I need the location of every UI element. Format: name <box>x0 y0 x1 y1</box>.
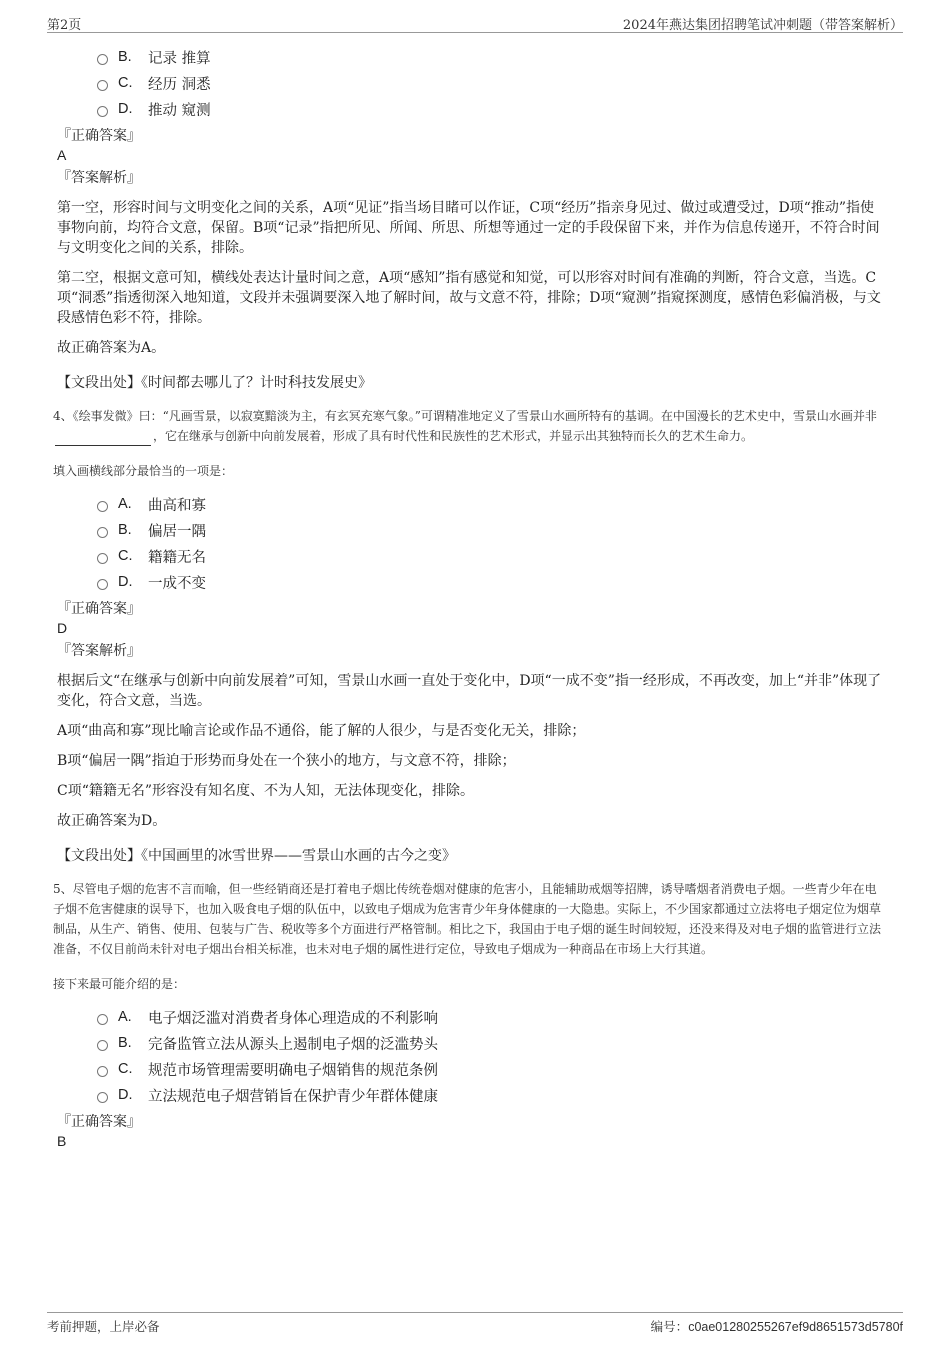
source-citation: 【文段出处】《中国画里的冰雪世界——雪景山水画的古今之变》 <box>57 848 456 864</box>
option-letter: A. <box>118 1009 132 1025</box>
radio-icon[interactable] <box>97 54 108 65</box>
radio-icon[interactable] <box>97 1066 108 1077</box>
q5-options <box>97 1004 884 1108</box>
radio-icon[interactable] <box>97 80 108 91</box>
radio-icon[interactable] <box>97 579 108 590</box>
footer-slogan: 考前押题，上岸必备 <box>47 1319 160 1334</box>
option-letter: B. <box>118 522 132 538</box>
correct-answer-label: 『正确答案』 <box>57 128 141 144</box>
option-text: 立法规范电子烟营销旨在保护青少年群体健康 <box>148 1088 438 1105</box>
radio-icon[interactable] <box>97 1092 108 1103</box>
page-number: 第2页 <box>47 18 82 33</box>
option-letter: D. <box>118 1087 133 1103</box>
radio-icon[interactable] <box>97 527 108 538</box>
option-letter: C. <box>118 548 133 564</box>
q5-stem: 5、尽管电子烟的危害不言而喻，但一些经销商还是打着电子烟比传统卷烟对健康的危害小，且能辅助戒烟等招牌，诱导嗜烟者消费电子烟。一些青少年在电子烟不危害健康的误导下，也加入吸食电子烟的队伍中，以致电子烟成为危害青少年身体健康的一大隐患。实际上，不少国家都通过立法将电子烟定位为烟草制品，从生产、销售、使用、包装与广告、税收等多个方面进行严格管制。相比之下，我国由于电子烟的诞生时间较短，还没来得及对电子烟的监管进行立法准备，不仅目前尚未针对电子烟出台相关标准，也未对电子烟的属性进行定位，导致电子烟成为一种商品在市场上大行其道。 <box>53 882 882 956</box>
q4-option-a[interactable] <box>97 491 884 517</box>
analysis-paragraph: 故正确答案为A。 <box>57 340 166 356</box>
analysis-label: 『答案解析』 <box>57 170 141 186</box>
radio-icon[interactable] <box>97 106 108 117</box>
analysis-paragraph: 故正确答案为D。 <box>57 813 167 829</box>
q4-option-d[interactable] <box>97 569 884 595</box>
q3-option-c[interactable] <box>97 70 884 96</box>
document-code <box>651 1317 903 1335</box>
q5-option-a[interactable] <box>97 1004 884 1030</box>
radio-icon[interactable] <box>97 501 108 512</box>
analysis-paragraph: 第一空，形容时间与文明变化之间的关系，A项“见证”指当场目睹可以作证，C项“经历”指亲身见过、做过或遭受过，D项“推动”指使事物向前，均符合文意，保留。B项“记录”指把所见、所闻、所思、所想等通过一定的手段保留下来，并作为信息传递开，不符合时间与文明变化之间的关系，排除。 <box>57 200 880 256</box>
q4-option-b[interactable] <box>97 517 884 543</box>
fill-blank <box>55 431 151 446</box>
radio-icon[interactable] <box>97 1014 108 1025</box>
q3-options <box>97 44 884 122</box>
q3-option-b[interactable] <box>97 44 884 70</box>
q4-stem <box>53 406 884 446</box>
option-text: 一成不变 <box>148 575 206 592</box>
page-footer <box>47 1312 903 1334</box>
content <box>53 44 884 1150</box>
option-letter: A. <box>118 496 132 512</box>
q5-option-b[interactable] <box>97 1030 884 1056</box>
correct-answer: B <box>57 1133 67 1149</box>
option-text: 规范市场管理需要明确电子烟销售的规范条例 <box>148 1062 438 1079</box>
radio-icon[interactable] <box>97 553 108 564</box>
analysis-paragraph: 第二空，根据文意可知，横线处表达计量时间之意，A项“感知”指有感觉和知觉，可以形容对时间有准确的判断，符合文意，当选。C项“洞悉”指透彻深入地知道，文段并未强调要深入地了解时间，故与文意不符，排除；D项“窥测”指窥探测度，感情色彩偏消极，与文段感情色彩不符，排除。 <box>57 270 881 326</box>
page-header <box>47 12 903 33</box>
option-text: 推动 窥测 <box>148 102 211 119</box>
option-letter: C. <box>118 75 133 91</box>
option-text: 偏居一隅 <box>148 523 206 540</box>
option-letter: B. <box>118 49 132 65</box>
q5-prompt: 接下来最可能介绍的是： <box>53 977 186 991</box>
q4-stem-before: 4、《绘事发微》曰：“凡画雪景，以寂寞黯淡为主，有玄冥充寒气象。”可谓精准地定义了雪景山水画所特有的基调。在中国漫长的艺术史中，雪景山水画并非 <box>53 409 877 423</box>
option-text: 曲高和寡 <box>148 497 206 514</box>
option-text: 籍籍无名 <box>148 549 206 566</box>
analysis-paragraph: 根据后文“在继承与创新中向前发展着”可知，雪景山水画一直处于变化中，D项“一成不变”指一经形成，不再改变，加上“并非”体现了变化，符合文意，当选。 <box>57 673 882 709</box>
radio-icon[interactable] <box>97 1040 108 1051</box>
correct-answer: A <box>57 147 67 163</box>
option-letter: D. <box>118 101 133 117</box>
option-text: 完备监管立法从源头上遏制电子烟的泛滥势头 <box>148 1036 438 1053</box>
option-text: 经历 洞悉 <box>148 76 211 93</box>
correct-answer-label: 『正确答案』 <box>57 1114 141 1130</box>
q3-option-d[interactable] <box>97 96 884 122</box>
q4-options <box>97 491 884 595</box>
analysis-paragraph: A项“曲高和寡”现比喻言论或作品不通俗，能了解的人很少，与是否变化无关，排除； <box>57 723 586 739</box>
option-letter: B. <box>118 1035 132 1051</box>
code-value: c0ae01280255267ef9d8651573d5780f <box>688 1320 903 1334</box>
option-letter: C. <box>118 1061 133 1077</box>
option-letter: D. <box>118 574 133 590</box>
q5-option-c[interactable] <box>97 1056 884 1082</box>
code-label: 编号： <box>650 1319 689 1334</box>
analysis-paragraph: B项“偏居一隅”指迫于形势而身处在一个狭小的地方，与文意不符，排除； <box>57 753 516 769</box>
correct-answer-label: 『正确答案』 <box>57 601 141 617</box>
q4-option-c[interactable] <box>97 543 884 569</box>
q4-prompt: 填入画横线部分最恰当的一项是： <box>53 464 234 478</box>
analysis-label: 『答案解析』 <box>57 643 141 659</box>
option-text: 电子烟泛滥对消费者身体心理造成的不利影响 <box>148 1010 438 1027</box>
option-text: 记录 推算 <box>148 50 211 67</box>
correct-answer: D <box>57 620 68 636</box>
q4-stem-after: ，它在继承与创新中向前发展着，形成了具有时代性和民族性的艺术形式，并显示出其独特而长久的艺术生命力。 <box>153 429 754 443</box>
analysis-paragraph: C项“籍籍无名”形容没有知名度、不为人知，无法体现变化，排除。 <box>57 783 475 799</box>
source-citation: 【文段出处】《时间都去哪儿了？计时科技发展史》 <box>57 375 372 391</box>
q5-option-d[interactable] <box>97 1082 884 1108</box>
document-title: 2024年燕达集团招聘笔试冲刺题（带答案解析） <box>622 18 903 33</box>
